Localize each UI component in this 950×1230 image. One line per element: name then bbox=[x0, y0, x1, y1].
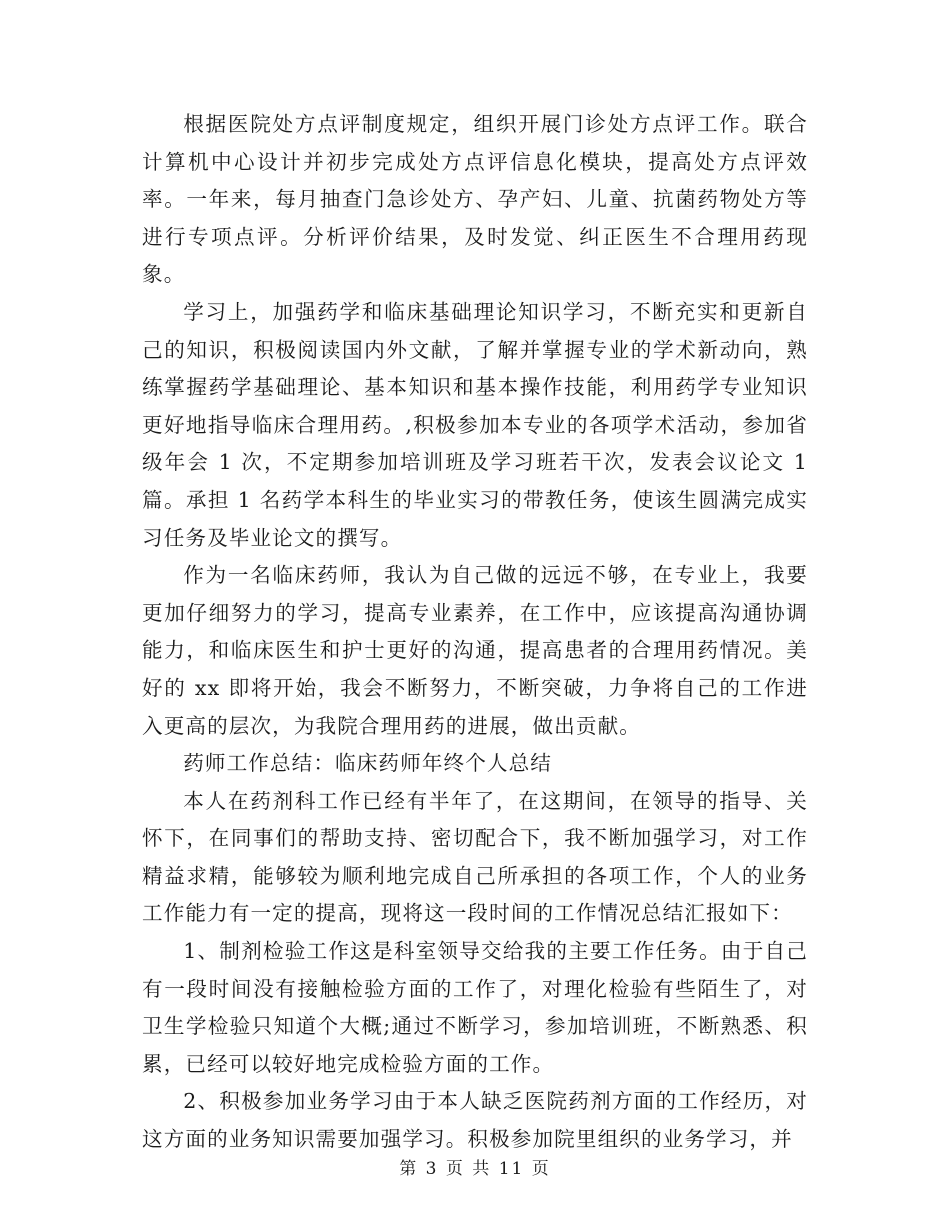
page-number-label: 第 3 页 共 11 页 bbox=[399, 1159, 551, 1179]
paragraph-item-2: 2、积极参加业务学习由于本人缺乏医院药剂方面的工作经历，对这方面的业务知识需要加强学习。积极参加院里组织的业务学习，并 bbox=[142, 1089, 808, 1152]
paragraph-item-1: 1、制剂检验工作这是科室领导交给我的主要工作任务。由于自己有一段时间没有接触检验方面的工作了，对理化检验有些陌生了，对卫生学检验只知道个大概;通过不断学习，参加培训班，不断熟悉、积累，已经可以较好地完成检验方面的工作。 bbox=[142, 939, 808, 1076]
paragraph-clinical-pharmacist: 作为一名临床药师，我认为自己做的远远不够，在专业上，我要更加仔细努力的学习，提高专业素养，在工作中，应该提高沟通协调能力，和临床医生和护士更好的沟通，提高患者的合理用药情况。美好的 xx 即将开始，我会不断努力，不断突破，力争将自己的工作进入更高的层次，为我院合理用药的进展，做出贡献。 bbox=[142, 563, 808, 738]
paragraph-intro: 本人在药剂科工作已经有半年了，在这期间，在领导的指导、关怀下，在同事们的帮助支持、密切配合下，我不断加强学习，对工作精益求精，能够较为顺利地完成自己所承担的各项工作，个人的业务工作能力有一定的提高，现将这一段时间的工作情况总结汇报如下： bbox=[142, 788, 808, 926]
paragraph-study: 学习上，加强药学和临床基础理论知识学习，不断充实和更新自己的知识，积极阅读国内外文献，了解并掌握专业的学术新动向，熟练掌握药学基础理论、基本知识和基本操作技能，利用药学专业知识更好地指导临床合理用药。,积极参加本专业的各项学术活动，参加省级年会 1 次，不定期参加培训班及学习班若干次，发表会议论文 1 篇。承担 1 名药学本科生的毕业实习的带教任务，使该生圆满完成实习任务及毕业论文的撰写。 bbox=[142, 299, 808, 550]
paragraph-prescription-review: 根据医院处方点评制度规定，组织开展门诊处方点评工作。联合计算机中心设计并初步完成处方点评信息化模块，提高处方点评效率。一年来，每月抽查门急诊处方、孕产妇、儿童、抗菌药物处方等进行专项点评。分析评价结果，及时发觉、纠正医生不合理用药现象。 bbox=[142, 112, 808, 287]
page-footer bbox=[0, 1154, 950, 1179]
document-body bbox=[142, 106, 808, 1159]
section-title: 药师工作总结：临床药师年终个人总结 bbox=[183, 751, 552, 776]
